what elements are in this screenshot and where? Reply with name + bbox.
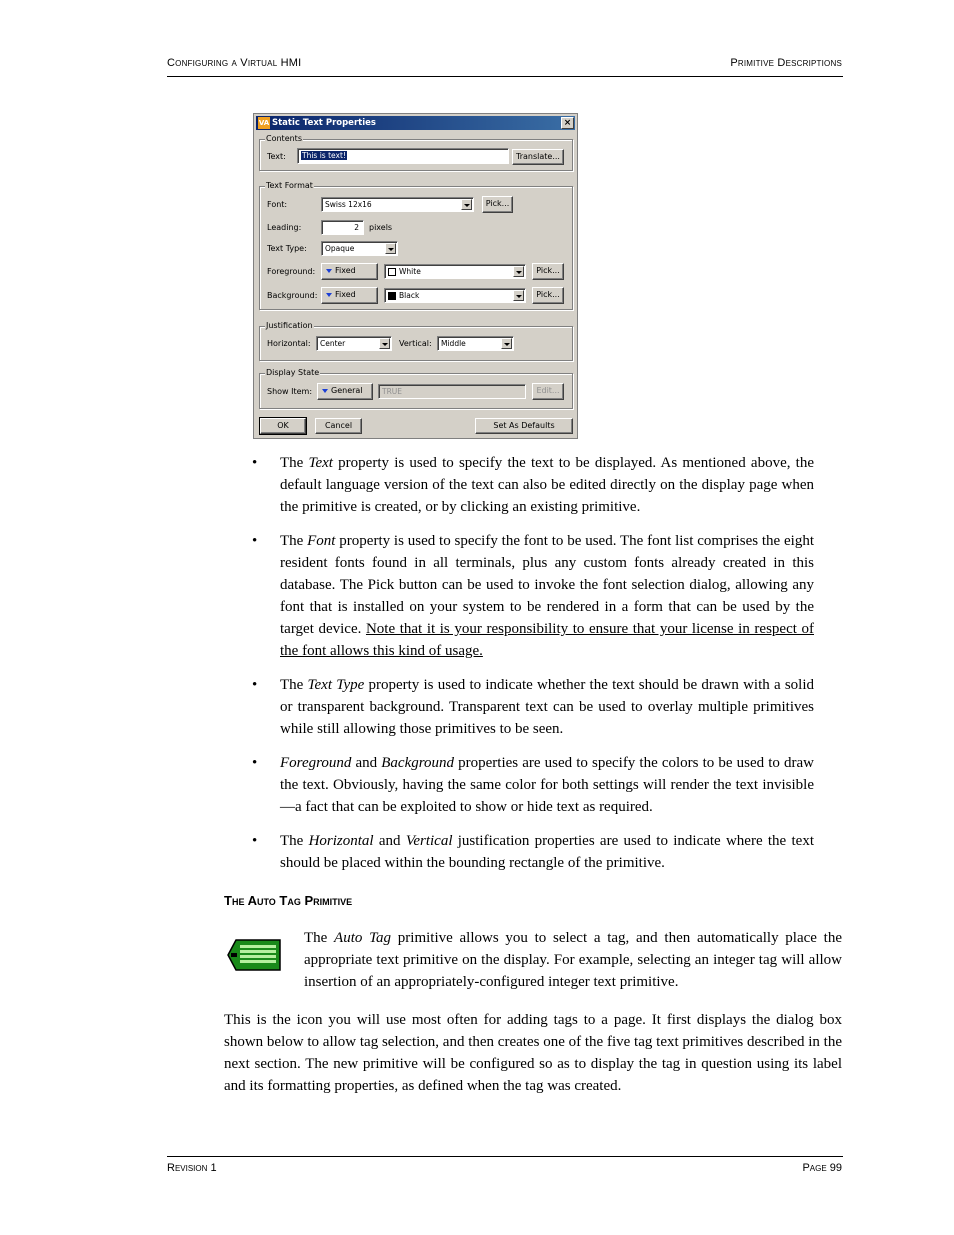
text-type-select[interactable] [321,241,398,256]
running-header-right: Primitive Descriptions [730,57,842,69]
show-item-expression: TRUE [378,384,526,399]
bullet-color-properties: • Foreground and Background properties are used to specify the colors to be used to draw the text. Obviously, having the same color for both settings will render the text invisible—a fact that can be exploited to show or hide text as required. [252,752,814,818]
text-type-value: Opaque [325,244,355,253]
leading-label: Leading: [267,223,302,232]
text-input-value: This is text! [302,151,346,160]
set-as-defaults-button[interactable]: Set As Defaults [475,418,573,434]
foreground-pick-button[interactable]: Pick... [532,263,564,280]
display-state-group-label: Display State [266,368,320,377]
leading-input[interactable]: 2 [321,220,364,235]
font-pick-button[interactable]: Pick... [482,196,513,213]
horizontal-select[interactable] [316,336,392,351]
auto-tag-intro: The Auto Tag primitive allows you to select a tag, and then automatically place the appropriate text primitive on the display. For example, selecting an integer tag will allow insertion of an appropriately-configured integer text primitive. [304,930,842,990]
font-select-value: Swiss 12x16 [325,200,372,209]
dropdown-triangle-icon [326,293,332,297]
background-color-select[interactable] [384,288,526,303]
horizontal-value: Center [320,339,346,348]
background-mode-button[interactable] [321,287,378,304]
footer-page-number: Page 99 [802,1162,842,1174]
justification-group-label: Justification [266,321,313,330]
vertical-value: Middle [441,339,466,348]
dropdown-triangle-icon [326,269,332,273]
show-item-mode: General [331,386,363,395]
chevron-down-icon[interactable] [501,338,512,349]
background-mode: Fixed [335,290,356,299]
foreground-label: Foreground: [267,267,316,276]
show-item-label: Show Item: [267,387,313,396]
section-heading: The Auto Tag Primitive [224,893,353,908]
chevron-down-icon[interactable] [513,266,524,277]
leading-unit: pixels [369,223,393,232]
bullet-justification-properties: • The Horizontal and Vertical justification properties are used to indicate where the text should be placed within the bounding rectangle of the primitive. [252,830,814,874]
header-rule [167,76,843,77]
footer-revision: Revision 1 [167,1162,217,1174]
bullet-text-property: • The Text property is used to specify the text to be displayed. As mentioned above, the default language version of the text can also be edited directly on the display page when the primitive is created, or by clicking an existing primitive. [252,452,814,518]
black-swatch-icon [388,292,396,300]
dropdown-triangle-icon [322,389,328,393]
font-select[interactable] [321,197,474,212]
ok-button[interactable]: OK [260,418,306,434]
bullet-font-property: • The Font property is used to specify the font to be used. The font list comprises the eight resident fonts found in all terminals, plus any custom fonts already created in this database. The Pick button can be used to invoke the font selection dialog, allowing any font that is installed on your system to be rendered in a form that can be used by the target device. Note that it is your responsibility to ensure that your license in respect of the font allows this kind of usage. [252,530,814,662]
foreground-mode: Fixed [335,266,356,275]
horizontal-label: Horizontal: [267,339,311,348]
chevron-down-icon[interactable] [513,290,524,301]
text-format-group-label: Text Format [266,181,313,190]
chevron-down-icon[interactable] [379,338,390,349]
text-type-label: Text Type: [267,244,307,253]
dialog-titlebar [256,116,575,130]
vertical-select[interactable] [437,336,514,351]
chevron-down-icon[interactable] [461,199,472,210]
auto-tag-body: This is the icon you will use most often for adding tags to a page. It first displays the dialog box shown below to allow tag selection, and then creates one of the five tag text primitives described in the next section. The new primitive will be configured so as to display the tag in question using its label and its formatting properties, as defined when the tag was created. [224,1012,842,1094]
edit-button: Edit... [532,383,564,400]
close-icon[interactable]: × [561,117,574,129]
chevron-down-icon[interactable] [385,243,396,254]
dialog-title: Static Text Properties [272,118,376,128]
contents-group-label: Contents [266,134,302,143]
vertical-label: Vertical: [399,339,432,348]
running-header-left: Configuring a Virtual HMI [167,57,302,69]
property-bullet-list [252,452,814,886]
background-label: Background: [267,291,318,300]
foreground-mode-button[interactable] [321,263,378,280]
translate-button[interactable]: Translate... [512,149,564,165]
foreground-color-value: White [399,267,421,276]
background-pick-button[interactable]: Pick... [532,287,564,304]
cancel-button[interactable]: Cancel [315,418,362,434]
auto-tag-icon [226,938,282,972]
text-input[interactable] [297,148,509,164]
show-item-mode-button[interactable] [317,383,373,400]
font-label: Font: [267,200,288,209]
footer-rule [167,1156,843,1157]
foreground-color-select[interactable] [384,264,526,279]
bullet-text-type-property: • The Text Type property is used to indicate whether the text should be drawn with a solid or transparent background. Transparent text can be used to overlay multiple primitives while still allowing those primitives to be seen. [252,674,814,740]
app-icon: VA [258,119,270,127]
text-label: Text: [267,152,286,161]
background-color-value: Black [399,291,420,300]
static-text-properties-dialog [253,113,578,439]
white-swatch-icon [388,268,396,276]
